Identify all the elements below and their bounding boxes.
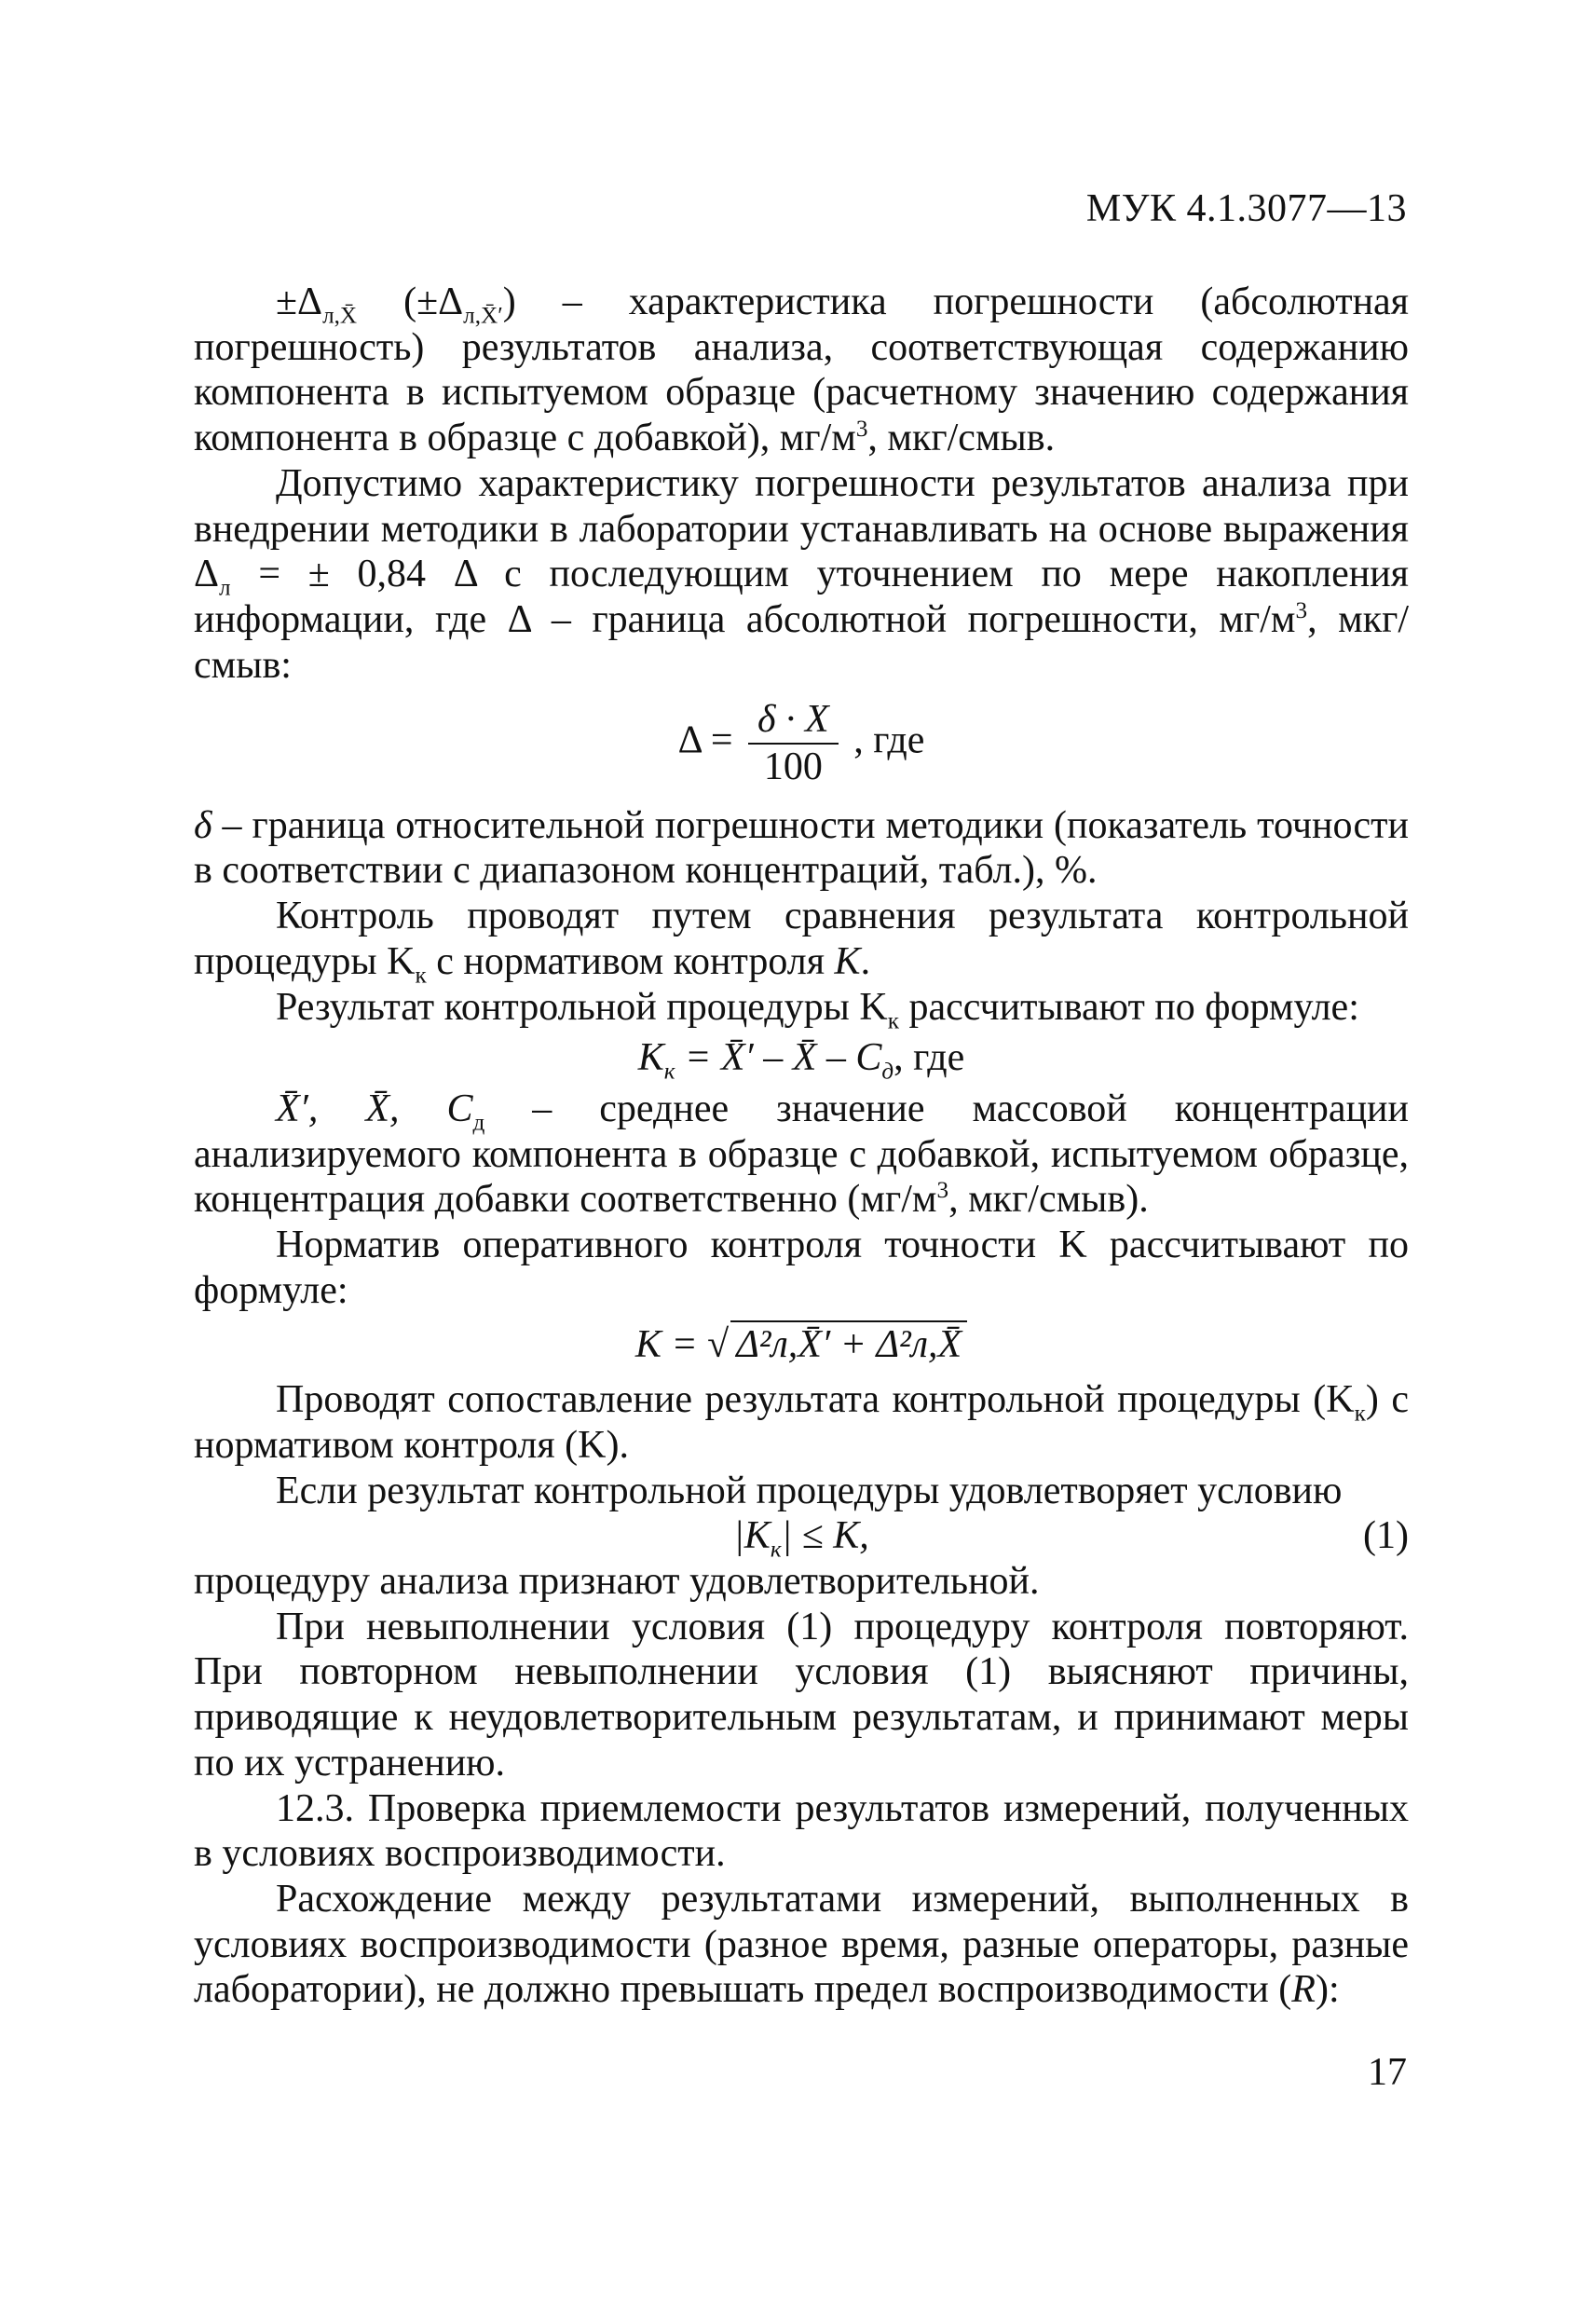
paragraph-text: Результат контрольной процедуры K (276, 985, 888, 1029)
sqrt-symbol: √ (707, 1323, 730, 1367)
subscript: к (887, 1007, 899, 1033)
paragraph-error-definition (194, 280, 1409, 461)
formula-kk (194, 1035, 1409, 1085)
paragraph-allowed-characteristic (194, 461, 1409, 689)
subscript: д (472, 1110, 485, 1136)
symbol-delta-small: δ (194, 803, 212, 847)
superscript: 3 (936, 1178, 949, 1204)
formula-rhs: = X̄′ – X̄ – C (675, 1036, 882, 1080)
paragraph-text: рассчитывают по формуле: (898, 985, 1359, 1029)
subscript: к (1354, 1401, 1366, 1427)
subscript: л (219, 575, 231, 601)
paragraph-satisfactory: процедуру анализа признают удовлетворительной. (194, 1559, 1040, 1603)
symbol-delta: ±Δ (276, 280, 323, 323)
paragraph-text: ) с нормативом контроля (K). (194, 1378, 1410, 1467)
symbol-delta-paren: (±Δ (403, 280, 464, 323)
subscript: к (415, 963, 427, 989)
paragraph-text: , мкг/смыв). (948, 1178, 1149, 1222)
main-text (194, 280, 1409, 2013)
paragraph-result-formula-intro (194, 985, 1409, 1031)
paragraph-condition-intro: Если результат контрольной процедуры удовлетворяет условию (276, 1469, 1343, 1512)
paragraph-text: – граница относительной погрешности методики (показатель точности в соответствии с диапазоном концентраций, табл.), %. (194, 803, 1409, 893)
formula-k-sqrt (194, 1320, 1409, 1368)
paragraph-control (194, 894, 1409, 989)
paragraph-text: ): (1315, 1968, 1340, 2012)
subscript: д (881, 1059, 894, 1085)
condition-lhs: |K (733, 1514, 771, 1558)
equation-number: (1) (1363, 1514, 1409, 1558)
paragraph-text: Допустимо характеристику погрешности результатов анализа при внедрении методики в лаборатории устанавливать на основе выражения Δ (194, 461, 1409, 596)
subscript: к (770, 1537, 782, 1563)
superscript: 3 (1295, 597, 1308, 623)
subscript: л,X̄′ (463, 303, 503, 329)
subscript: л,X̄ (322, 303, 358, 329)
paragraph-repeat-control: При невыполнении условия (1) процедуру контроля повторяют. При повторном невыполнении условия (1) выясняют причины, приводящие к неудовлетворительным результатам, и принимают меры по их устранению. (194, 1605, 1409, 1785)
paragraph-text: с нормативом контроля (426, 939, 835, 983)
fraction (748, 697, 839, 789)
paragraph-text: Проводят сопоставление результата контрольной процедуры (K (276, 1378, 1355, 1422)
document-code-header: МУК 4.1.3077—13 (1085, 187, 1407, 230)
formula-tail: , где (893, 1036, 965, 1080)
formula-tail: , где (853, 718, 925, 762)
paragraph-reproducibility (194, 1877, 1409, 2013)
symbol-k: K (834, 939, 861, 983)
formula-condition (194, 1513, 1409, 1563)
sqrt-radicand: Δ²л,X̄′ + Δ²л,X̄ (730, 1320, 967, 1368)
paragraph-comparison (194, 1377, 1409, 1468)
formula-lhs: Δ = (677, 718, 733, 762)
paragraph-text: = ± 0,84 Δ с последующим уточнением по мере накопления информации, где Δ – граница абсолютной погрешности, мг/м (194, 553, 1409, 641)
symbols-x-c: X̄′, X̄, C (276, 1087, 473, 1130)
paragraph-symbols-definition (194, 1087, 1409, 1223)
formula-lhs: K (637, 1036, 664, 1080)
paragraph-text: , мкг/смыв: (194, 597, 1409, 687)
paragraph-delta-definition (194, 803, 1409, 894)
paragraph-text: Расхождение между результатами измерений, выполненных в условиях воспроизводимости (разное время, разные операторы, разные лаборатории), не должно превышать предел воспроизводимости ( (194, 1877, 1409, 2012)
paragraph-text: – среднее значение массовой концентрации анализируемого компонента в образце с добавкой, испытуемом образце, концентрация добавки соответственно (мг/м (194, 1087, 1409, 1222)
fraction-numerator: δ · X (748, 697, 839, 745)
condition-expression (194, 1513, 1353, 1563)
subscript: к (663, 1059, 675, 1085)
paragraph-text: . (860, 939, 871, 983)
fraction-denominator: 100 (763, 745, 823, 789)
section-heading-12-3: 12.3. Проверка приемлемости результатов измерений, полученных в условиях воспроизводимости. (194, 1786, 1409, 1876)
paragraph-text: ) – характеристика погрешности (абсолютная погрешность) результатов анализа, соответствующая содержанию компонента в испытуемом образце (расчетному значению содержания компонента в образце с добавкой), мг/м (194, 280, 1410, 460)
formula-lhs: K = (634, 1323, 708, 1367)
condition-rhs: | ≤ K, (781, 1514, 869, 1558)
superscript: 3 (855, 417, 868, 443)
formula-delta (194, 697, 1409, 789)
page-number: 17 (1368, 2051, 1407, 2094)
paragraph-text: , мкг/смыв. (867, 417, 1056, 460)
paragraph-norm-intro: Норматив оперативного контроля точности K рассчитывают по формуле: (194, 1224, 1409, 1312)
paragraph-text: Контроль проводят путем сравнения результата контрольной процедуры K (194, 895, 1409, 983)
symbol-r: R (1291, 1968, 1316, 2012)
